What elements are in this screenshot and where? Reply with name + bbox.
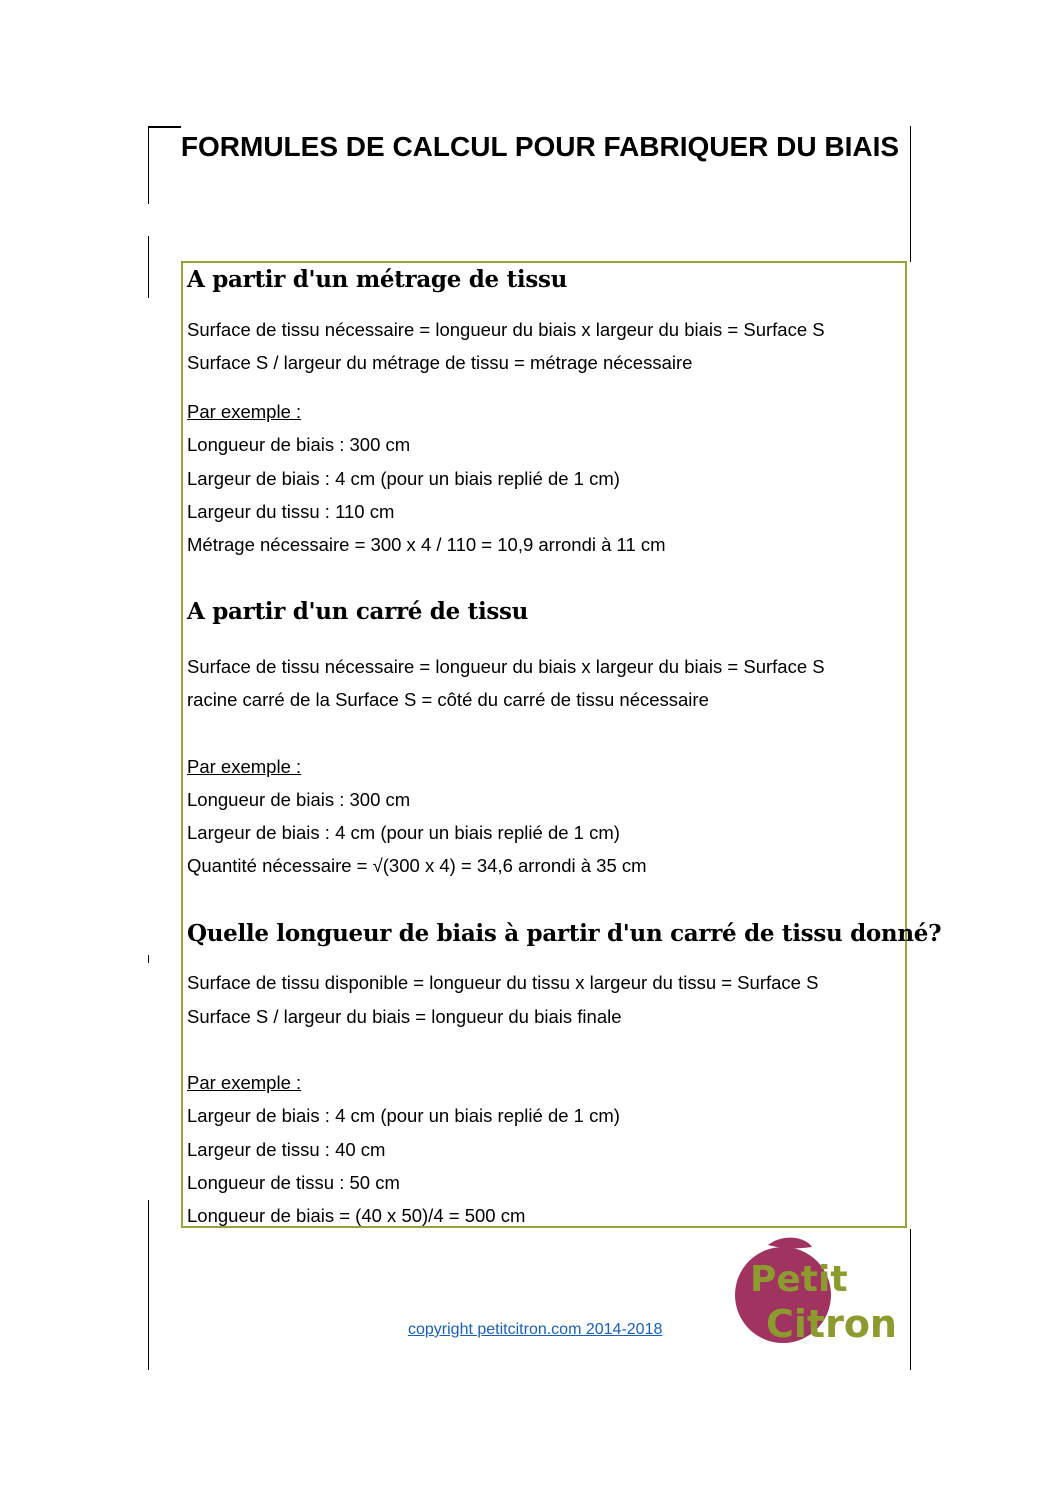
- section-3-example-line: Largeur de biais : 4 cm (pour un biais replié de 1 cm): [187, 1105, 620, 1126]
- frame-left-tick: [148, 955, 149, 963]
- section-3-formula-1: Surface de tissu disponible = longueur du tissu x largeur du tissu = Surface S: [187, 972, 819, 993]
- section-2-heading: A partir d'un carré de tissu: [187, 598, 529, 625]
- section-2-example-label: Par exemple :: [187, 756, 302, 777]
- frame-right-line-1: [910, 126, 911, 262]
- section-2-formula-1: Surface de tissu nécessaire = longueur du biais x largeur du biais = Surface S: [187, 656, 825, 677]
- frame-left-line-1: [148, 126, 149, 204]
- petit-citron-logo: [728, 1235, 908, 1347]
- frame-left-line-3: [148, 1200, 149, 1370]
- section-3-example-label: Par exemple :: [187, 1072, 302, 1093]
- section-3-formula-2: Surface S / largeur du biais = longueur du biais finale: [187, 1006, 622, 1027]
- logo-text-petit: Petit: [750, 1259, 848, 1300]
- frame-left-line-2: [148, 236, 149, 298]
- section-3-heading: Quelle longueur de biais à partir d'un carré de tissu donné?: [187, 920, 942, 947]
- frame-corner-top: [148, 126, 181, 128]
- logo-text-citron: Citron: [766, 1302, 897, 1346]
- section-1-formula-2: Surface S / largeur du métrage de tissu = métrage nécessaire: [187, 352, 693, 373]
- frame-right-line-2: [910, 1229, 911, 1370]
- page-title: FORMULES DE CALCUL POUR FABRIQUER DU BIAIS: [180, 131, 900, 162]
- copyright-link[interactable]: copyright petitcitron.com 2014-2018: [408, 1321, 663, 1338]
- section-2-formula-2: racine carré de la Surface S = côté du carré de tissu nécessaire: [187, 689, 709, 710]
- section-3-example-line: Longueur de tissu : 50 cm: [187, 1172, 400, 1193]
- section-1-example-line: Largeur de biais : 4 cm (pour un biais replié de 1 cm): [187, 468, 620, 489]
- section-1-heading: A partir d'un métrage de tissu: [187, 266, 568, 293]
- section-1-example-label: Par exemple :: [187, 401, 302, 422]
- section-3-example-line: Largeur de tissu : 40 cm: [187, 1139, 386, 1160]
- section-1-example-line: Métrage nécessaire = 300 x 4 / 110 = 10,9 arrondi à 11 cm: [187, 534, 666, 555]
- section-1-formula-1: Surface de tissu nécessaire = longueur du biais x largeur du biais = Surface S: [187, 319, 825, 340]
- section-1-example-line: Largeur du tissu : 110 cm: [187, 501, 395, 522]
- section-2-example-line: Largeur de biais : 4 cm (pour un biais replié de 1 cm): [187, 822, 620, 843]
- section-2-example-line: Quantité nécessaire = √(300 x 4) = 34,6 arrondi à 35 cm: [187, 855, 647, 876]
- section-1-example-line: Longueur de biais : 300 cm: [187, 434, 411, 455]
- section-3-example-line: Longueur de biais = (40 x 50)/4 = 500 cm: [187, 1205, 526, 1226]
- section-2-example-line: Longueur de biais : 300 cm: [187, 789, 411, 810]
